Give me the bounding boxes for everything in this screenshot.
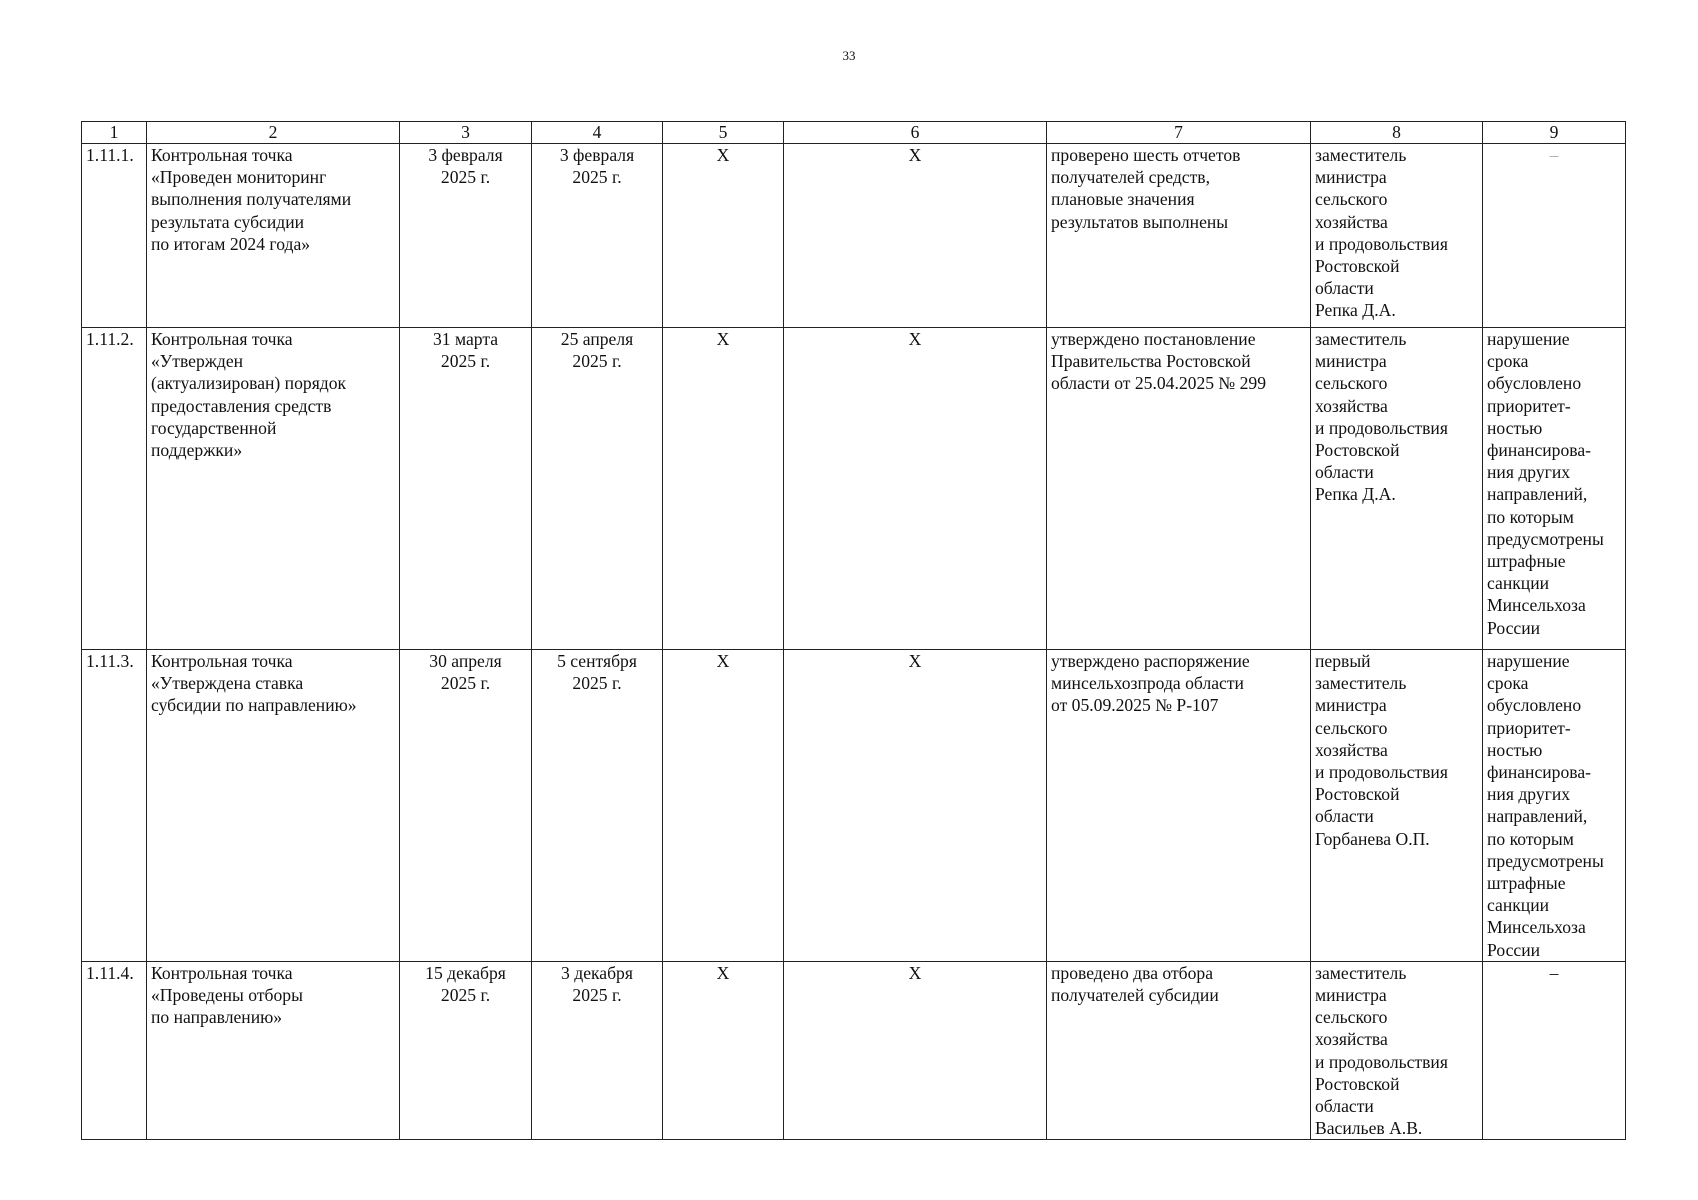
- table-row: [82, 144, 1626, 328]
- column-header-9: 9: [1483, 122, 1626, 144]
- planned-date-cell: 15 декабря 2025 г.: [400, 961, 532, 1140]
- note-cell: –: [1483, 961, 1626, 1140]
- column-header-8: 8: [1311, 122, 1483, 144]
- table-row: [82, 961, 1626, 1140]
- actual-date-cell: 25 апреля 2025 г.: [532, 328, 663, 650]
- result-cell: утверждено распоряжение минсельхозпрода области от 05.09.2025 № Р-107: [1047, 650, 1311, 962]
- column-header-5: 5: [663, 122, 784, 144]
- actual-date-cell: 5 сентября 2025 г.: [532, 650, 663, 962]
- responsible-cell: заместитель министра сельского хозяйства и продовольствия Ростовской области Репка Д.А.: [1311, 144, 1483, 328]
- control-points-table: [81, 121, 1626, 1140]
- column-header-2: 2: [147, 122, 400, 144]
- column-5-cell: X: [663, 144, 784, 328]
- control-point-name-cell: Контрольная точка «Проведены отборы по направлению»: [147, 961, 400, 1140]
- control-point-name-cell: Контрольная точка «Утвержден (актуализирован) порядок предоставления средств государственной поддержки»: [147, 328, 400, 650]
- column-header-4: 4: [532, 122, 663, 144]
- column-5-cell: X: [663, 961, 784, 1140]
- column-6-cell: X: [784, 144, 1047, 328]
- column-6-cell: X: [784, 328, 1047, 650]
- control-point-name-cell: Контрольная точка «Утверждена ставка субсидии по направлению»: [147, 650, 400, 962]
- page-number: 33: [842, 48, 856, 63]
- column-header-1: 1: [82, 122, 147, 144]
- row-number-cell: 1.11.3.: [82, 650, 147, 962]
- result-cell: проведено два отбора получателей субсидии: [1047, 961, 1311, 1140]
- row-number-cell: 1.11.4.: [82, 961, 147, 1140]
- column-5-cell: X: [663, 328, 784, 650]
- planned-date-cell: 3 февраля 2025 г.: [400, 144, 532, 328]
- responsible-cell: первый заместитель министра сельского хозяйства и продовольствия Ростовской области Горбанева О.П.: [1311, 650, 1483, 962]
- result-cell: проверено шесть отчетов получателей средств, плановые значения результатов выполнены: [1047, 144, 1311, 328]
- column-header-7: 7: [1047, 122, 1311, 144]
- responsible-cell: заместитель министра сельского хозяйства и продовольствия Ростовской области Репка Д.А.: [1311, 328, 1483, 650]
- column-5-cell: X: [663, 650, 784, 962]
- planned-date-cell: 31 марта 2025 г.: [400, 328, 532, 650]
- note-cell: нарушение срока обусловлено приоритет- ностью финансирова- ния других направлений, по которым предусмотрены штрафные санкции Минсельхоза России: [1483, 650, 1626, 962]
- planned-date-cell: 30 апреля 2025 г.: [400, 650, 532, 962]
- responsible-cell: заместитель министра сельского хозяйства и продовольствия Ростовской области Васильев А.В.: [1311, 961, 1483, 1140]
- note-cell: нарушение срока обусловлено приоритет- ностью финансирова- ния других направлений, по которым предусмотрены штрафные санкции Минсельхоза России: [1483, 328, 1626, 650]
- note-cell: –: [1483, 144, 1626, 328]
- column-header-6: 6: [784, 122, 1047, 144]
- control-point-name-cell: Контрольная точка «Проведен мониторинг выполнения получателями результата субсидии по итогам 2024 года»: [147, 144, 400, 328]
- actual-date-cell: 3 февраля 2025 г.: [532, 144, 663, 328]
- column-6-cell: X: [784, 650, 1047, 962]
- column-6-cell: X: [784, 961, 1047, 1140]
- actual-date-cell: 3 декабря 2025 г.: [532, 961, 663, 1140]
- row-number-cell: 1.11.1.: [82, 144, 147, 328]
- column-header-3: 3: [400, 122, 532, 144]
- column-number-header-row: [82, 122, 1626, 144]
- table-row: [82, 328, 1626, 650]
- table-row: [82, 650, 1626, 962]
- result-cell: утверждено постановление Правительства Ростовской области от 25.04.2025 № 299: [1047, 328, 1311, 650]
- row-number-cell: 1.11.2.: [82, 328, 147, 650]
